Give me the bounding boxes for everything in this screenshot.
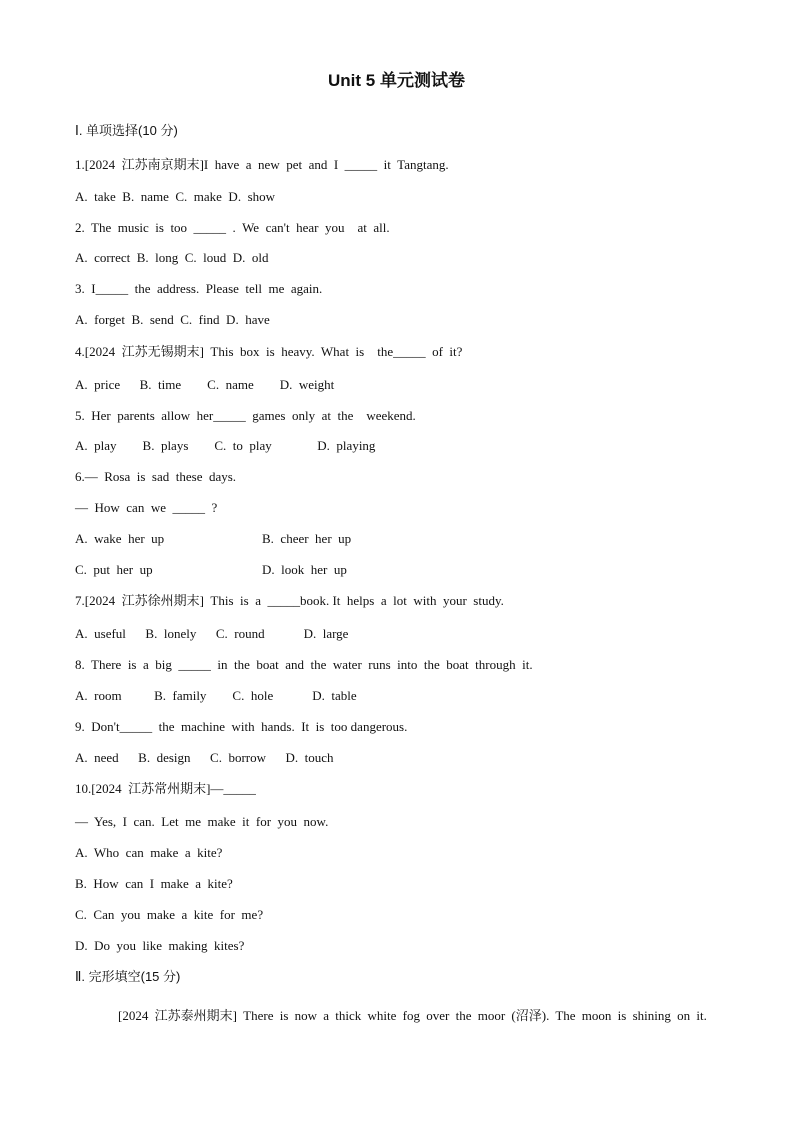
question-4-options: A. price B. time C. name D. weight bbox=[75, 377, 335, 392]
question-9-options: A. need B. design C. borrow D. touch bbox=[75, 750, 334, 765]
section-heading-cloze: Ⅱ. 完形填空(15 分) bbox=[75, 969, 181, 984]
question-7-options: A. useful B. lonely C. round D. large bbox=[75, 626, 349, 641]
question-3-options: A. forget B. send C. find D. have bbox=[75, 312, 270, 327]
question-8: 8. There is a big _____ in the boat and the water runs into the boat through it. bbox=[75, 657, 533, 672]
question-6-option-c: C. put her up bbox=[75, 562, 153, 577]
question-5: 5. Her parents allow her_____ games only at the weekend. bbox=[75, 408, 416, 423]
question-4: 4.[2024 江苏无锡期末] This box is heavy. What is the_____ of it? bbox=[75, 344, 463, 359]
question-2: 2. The music is too _____ . We can't hear you at all. bbox=[75, 220, 390, 235]
question-6-reply: — How can we _____ ? bbox=[75, 500, 218, 515]
question-5-options: A. play B. plays C. to play D. playing bbox=[75, 438, 376, 453]
question-2-options: A. correct B. long C. loud D. old bbox=[75, 250, 269, 265]
question-9: 9. Don't_____ the machine with hands. It is too dangerous. bbox=[75, 719, 408, 734]
question-10-option-b: B. How can I make a kite? bbox=[75, 876, 233, 891]
cloze-passage: [2024 江苏泰州期末] There is now a thick white fog over the moor (沼泽). The moon is shining on it. bbox=[118, 1008, 707, 1023]
question-10-option-c: C. Can you make a kite for me? bbox=[75, 907, 264, 922]
question-1-options: A. take B. name C. make D. show bbox=[75, 189, 276, 204]
question-8-options: A. room B. family C. hole D. table bbox=[75, 688, 357, 703]
question-1: 1.[2024 江苏南京期末]I have a new pet and I _____ it Tangtang. bbox=[75, 157, 449, 172]
question-3: 3. I_____ the address. Please tell me again. bbox=[75, 281, 323, 296]
question-10-reply: — Yes, I can. Let me make it for you now. bbox=[75, 814, 329, 829]
question-10-option-d: D. Do you like making kites? bbox=[75, 938, 245, 953]
question-6-option-a: A. wake her up bbox=[75, 531, 165, 546]
question-6: 6.— Rosa is sad these days. bbox=[75, 469, 237, 484]
section-heading-single-choice: Ⅰ. 单项选择(10 分) bbox=[75, 123, 178, 138]
question-6-option-d: D. look her up bbox=[262, 562, 347, 577]
page-title: Unit 5 单元测试卷 bbox=[328, 71, 465, 90]
question-6-option-b: B. cheer her up bbox=[262, 531, 352, 546]
question-7: 7.[2024 江苏徐州期末] This is a _____book. It helps a lot with your study. bbox=[75, 593, 504, 608]
question-10: 10.[2024 江苏常州期末]—_____ bbox=[75, 781, 256, 796]
question-10-option-a: A. Who can make a kite? bbox=[75, 845, 223, 860]
